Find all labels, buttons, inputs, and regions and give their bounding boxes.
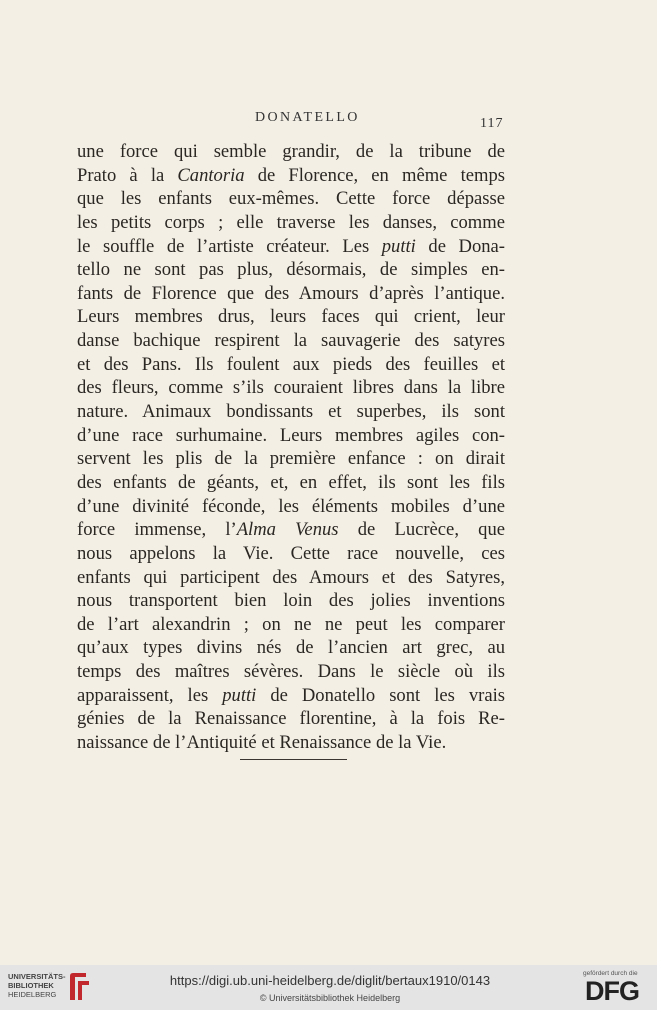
text-run: le souffle de l’artiste créateur. Les [77, 235, 382, 257]
text-line [77, 305, 505, 329]
text-run: fants de Florence que des Amours d’après l’antique. [77, 282, 505, 304]
text-run: nature. Animaux bondissants et superbes, ils sont [77, 401, 505, 423]
text-run: de Lucrèce, que [338, 519, 505, 541]
text-run: de Dona- [415, 235, 505, 257]
page-number: 117 [480, 116, 504, 131]
text-line [77, 613, 505, 637]
library-line: UNIVERSITÄTS- [8, 972, 66, 981]
text-line [77, 187, 505, 211]
text-line [77, 542, 505, 566]
text-run: de l’art alexandrin ; on ne ne peut les comparer [77, 613, 505, 635]
text-line [77, 518, 505, 542]
text-line [77, 329, 505, 353]
text-line [77, 684, 505, 708]
text-line [77, 589, 505, 613]
text-run: temps des maîtres sévères. Dans le siècle où ils [77, 661, 505, 683]
running-head [0, 110, 657, 130]
text-run: Leurs membres drus, leurs faces qui crient, leur [77, 306, 505, 328]
copyright-notice: © Universitätsbibliothek Heidelberg [259, 993, 401, 1003]
italic-term: putti [222, 684, 257, 706]
text-run: nous transportent bien loin des jolies inventions [77, 590, 505, 612]
text-line [77, 400, 505, 424]
text-run: de Florence, en même temps [244, 164, 505, 186]
italic-term: Alma Venus [236, 519, 339, 541]
dfg-logo[interactable]: DFG [585, 976, 639, 1006]
text-run: d’une divinité féconde, les éléments mobiles d’une [77, 495, 505, 517]
running-title: DONATELLO [255, 110, 360, 125]
permalink-url[interactable]: https://digi.ub.uni-heidelberg.de/diglit/bertaux1910/0143 [169, 973, 491, 988]
text-run: qu’aux types divins nés de l’ancien art grec, au [77, 637, 505, 659]
body-paragraph [77, 140, 505, 755]
text-run: naissance de l’Antiquité et Renaissance de la Vie. [77, 732, 447, 754]
library-line: BIBLIOTHEK [8, 981, 54, 990]
text-run: et des Pans. Ils foulent aux pieds des feuilles et [77, 353, 505, 375]
text-line [77, 353, 505, 377]
text-line [77, 424, 505, 448]
text-run: que les enfants eux-mêmes. Cette force dépasse [77, 188, 505, 210]
text-line [77, 636, 505, 660]
text-line [77, 140, 505, 164]
text-run: servent les plis de la première enfance : on dirait [77, 448, 505, 470]
text-run: tello ne sont pas plus, désormais, de simples en- [77, 259, 505, 281]
text-line [77, 566, 505, 590]
italic-term: Cantoria [177, 164, 245, 186]
text-line [77, 707, 505, 731]
text-line [77, 164, 505, 188]
text-line [77, 211, 505, 235]
text-run: force immense, l’ [77, 519, 237, 541]
text-line [77, 495, 505, 519]
text-run: enfants qui participent des Amours et des Satyres, [77, 566, 505, 588]
text-line [77, 235, 505, 259]
text-run: Prato à la [77, 164, 178, 186]
library-line: HEIDELBERG [8, 990, 57, 999]
text-run: nous appelons la Vie. Cette race nouvelle, ces [77, 542, 505, 564]
text-line [77, 731, 505, 755]
text-run: apparaissent, les [77, 684, 223, 706]
library-logo-icon[interactable] [66, 970, 92, 1004]
text-line [77, 471, 505, 495]
text-run: les petits corps ; elle traverse les danses, comme [77, 211, 505, 233]
text-run: d’une race surhumaine. Leurs membres agiles con- [77, 424, 505, 446]
italic-term: putti [381, 235, 416, 257]
text-line [77, 447, 505, 471]
text-run: danse bachique respirent la sauvagerie des satyres [77, 330, 505, 352]
text-run: une force qui semble grandir, de la tribune de [77, 141, 505, 162]
viewer-footer [0, 965, 657, 1010]
text-line [77, 258, 505, 282]
text-run: génies de la Renaissance florentine, à la fois Re- [77, 708, 505, 730]
section-end-rule [240, 759, 347, 760]
text-run: des fleurs, comme s’ils couraient libres dans la libre [77, 377, 505, 399]
text-line [77, 376, 505, 400]
text-line [77, 282, 505, 306]
funding-note: gefördert durch die [583, 970, 638, 977]
library-name[interactable] [8, 972, 68, 999]
text-run: des enfants de géants, et, en effet, ils sont les fils [77, 471, 505, 493]
text-line [77, 660, 505, 684]
text-run: de Donatello sont les vrais [256, 684, 505, 706]
